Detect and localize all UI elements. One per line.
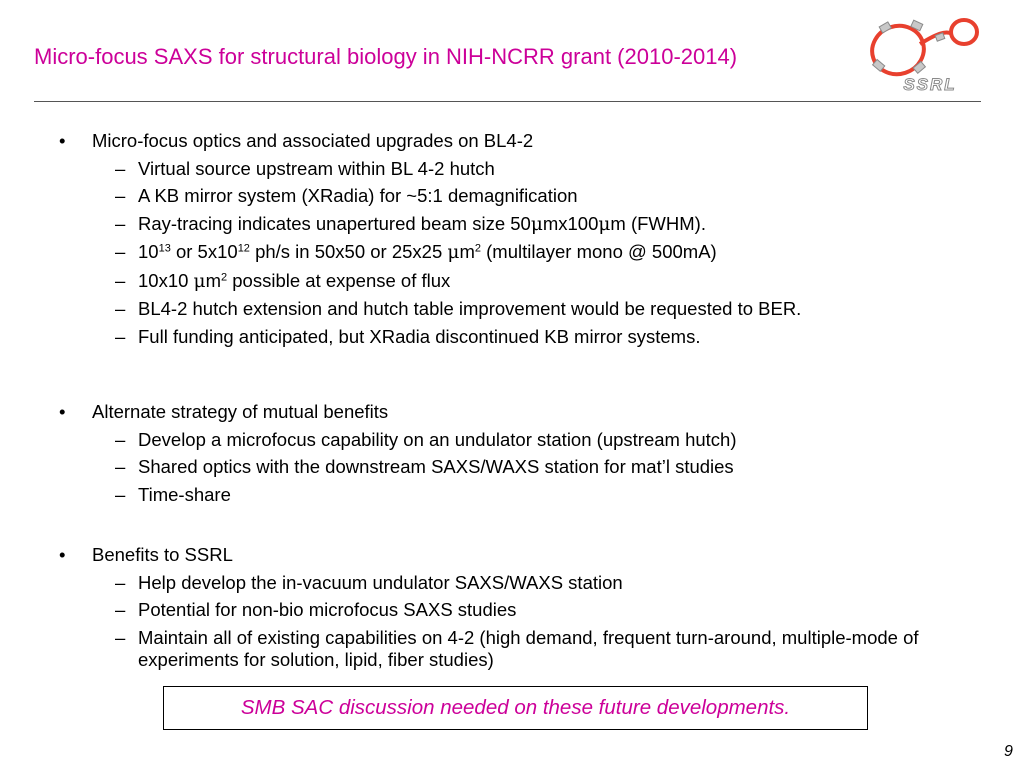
sub-item <box>0 569 1024 597</box>
bullet-icon: • <box>59 544 66 565</box>
sub-item <box>0 295 1024 323</box>
bullet-item <box>0 541 1024 569</box>
page-number: 9 <box>1004 743 1013 760</box>
ssrl-logo-text: SSRL <box>903 75 957 94</box>
dash-icon: – <box>115 212 126 234</box>
slide-title: Micro-focus SAXS for structural biology in NIH-NCRR grant (2010-2014) <box>34 44 738 69</box>
dash-icon: – <box>115 185 126 206</box>
sub-item-text: Full funding anticipated, but XRadia discontinued KB mirror systems. <box>138 325 701 347</box>
sub-item-text: 10x10 $\mu m^2$ possible at expense of flux <box>138 269 451 292</box>
ssrl-logo <box>866 12 982 102</box>
dash-icon: – <box>115 325 126 347</box>
sub-item <box>0 267 1024 296</box>
bullet-item <box>0 127 1024 155</box>
sub-item-text: Virtual source upstream within BL 4-2 hutch <box>138 157 495 179</box>
callout-box: SMB SAC discussion needed on these future developments. <box>163 686 868 730</box>
sub-item <box>0 596 1024 624</box>
sub-item-text: Potential for non-bio microfocus SAXS studies <box>138 599 517 620</box>
dash-icon: – <box>115 456 126 477</box>
sub-item <box>0 426 1024 454</box>
dash-icon: – <box>115 599 126 620</box>
dash-icon: – <box>115 626 126 648</box>
dash-icon: – <box>115 269 126 291</box>
sub-item-text: Develop a microfocus capability on an undulator station (upstream hutch) <box>138 428 737 450</box>
section-alternate-strategy <box>0 398 1024 508</box>
dash-icon: – <box>115 157 126 179</box>
sub-item <box>0 323 1024 351</box>
sub-item <box>0 453 1024 481</box>
sub-item <box>0 481 1024 509</box>
sub-item <box>0 182 1024 210</box>
section-heading: Benefits to SSRL <box>92 544 233 565</box>
section-heading: Alternate strategy of mutual benefits <box>92 401 389 422</box>
sub-item-text: Maintain all of existing capabilities on 4-2 (high demand, frequent turn-around, multiple-mode of experiments for solution, lipid, fiber studies) <box>138 626 919 670</box>
dash-icon: – <box>115 298 126 319</box>
sub-item-text: $10^{13}$ or $5x10^{12}$ ph/s in 50x50 or 25x25 $\mu m^2$ (multilayer mono @ 500mA) <box>138 241 717 263</box>
sub-item-text: Ray-tracing indicates unapertured beam size 50μmx100μm (FWHM). <box>138 212 706 235</box>
sub-item <box>0 155 1024 183</box>
bullet-icon: • <box>59 401 66 422</box>
sub-item-text: A KB mirror system (XRadia) for ~5:1 demagnification <box>138 185 578 206</box>
dash-icon: – <box>115 428 126 450</box>
sub-item-text: Help develop the in-vacuum undulator SAXS/WAXS station <box>138 571 623 593</box>
dash-icon: – <box>115 571 126 593</box>
bullet-item <box>0 398 1024 426</box>
sub-item-text: Shared optics with the downstream SAXS/WAXS station for mat’l studies <box>138 456 734 477</box>
sub-item <box>0 624 1024 674</box>
sub-item-text: BL4-2 hutch extension and hutch table improvement would be requested to BER. <box>138 298 802 319</box>
dash-icon: – <box>115 483 126 505</box>
sub-item <box>0 210 1024 239</box>
bullet-icon: • <box>59 130 66 151</box>
slide-body <box>0 127 1024 674</box>
sub-item-text: Time-share <box>138 483 231 505</box>
section-benefits <box>0 541 1024 674</box>
dash-icon: – <box>115 241 126 262</box>
section-upgrades <box>0 127 1024 350</box>
title-divider <box>34 101 981 102</box>
section-heading: Micro-focus optics and associated upgrades on BL4-2 <box>92 130 534 151</box>
sub-item <box>0 238 1024 267</box>
